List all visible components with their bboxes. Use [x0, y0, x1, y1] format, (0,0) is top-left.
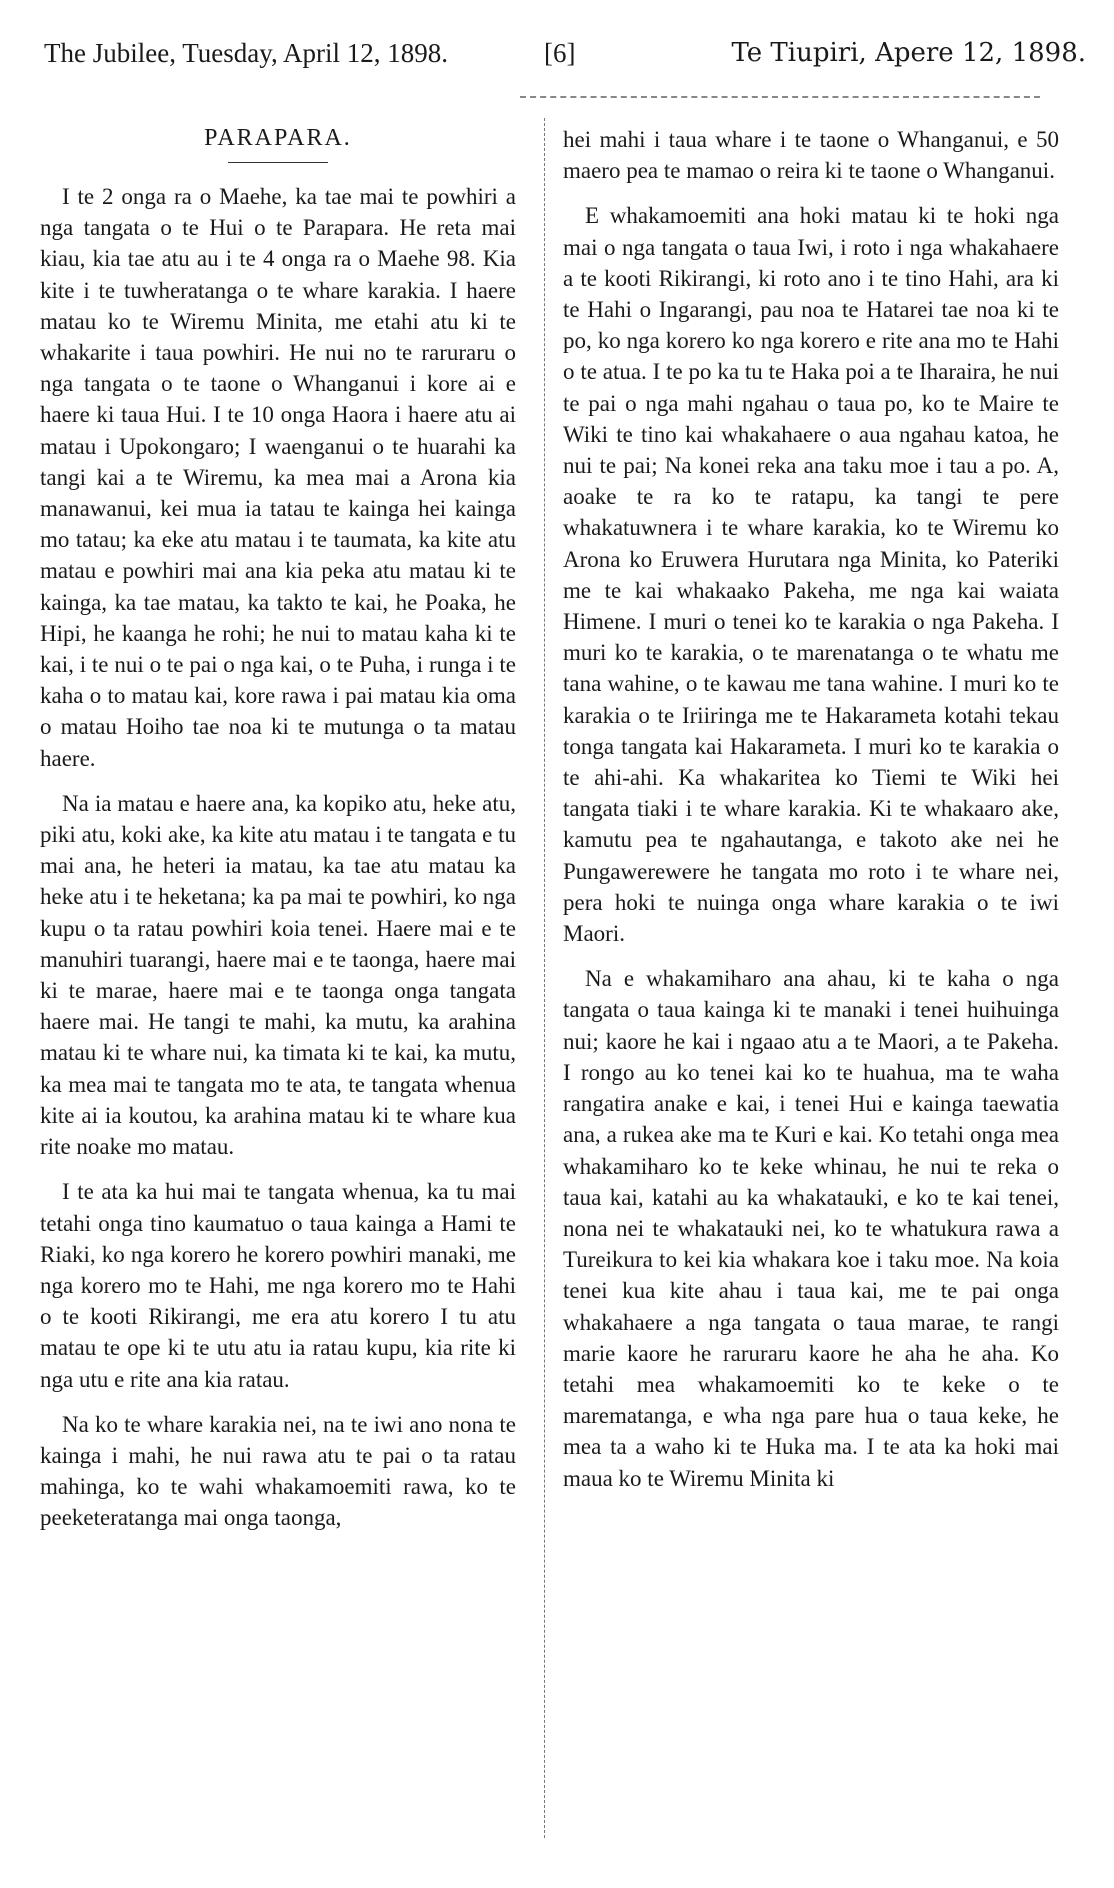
- header-maori-date: Te Tiupiri, Apere 12, 1898.: [731, 38, 1086, 68]
- page-header: [36, 38, 1086, 78]
- article-title: PARAPARA.: [204, 125, 352, 151]
- paragraph: Na e whakamiharo ana ahau, ki te kaha o nga tangata o taua kainga ki te manaki i tenei huihuinga nui; kaore he kai i ngaao atu a te Maori, a te Pakeha. I rongo au ko tenei kai ko te huahua, ma te waha rangatira anake e kai, i tenei Hui e kainga taewatia ana, a rukea ake ma te Kuri e kai. Ko tetahi onga mea whakamiharo ko te keke whinau, he nui te reka o taua kai, katahi au ka whakatauki, e ko te kai tenei, nona nei te whakatauki nei, ko te whatukura rawa a Tureikura to kei kia whakara koe i taku moe. Na koia tenei kua kite ahau i taua kai, me te pai onga whakahaere a nga tangata o taua marae, te rangi marie kaore he raruraru kaore he aha he aha. Ko tetahi mea whakamoemiti ko te keke o te marematanga, e wha nga pare hua o taua keke, he mea ta a waho ki te Huka ma. I te ata ka hoki mai maua ko te Wiremu Minita ki: [563, 966, 1059, 1491]
- left-column: [40, 120, 516, 1548]
- page-number: [6]: [544, 38, 576, 68]
- paragraph: I te ata ka hui mai te tangata whenua, ka tu mai tetahi onga tino kaumatuo o taua kainga a Hami te Riaki, ko nga korero he korero powhiri manaki, me nga korero mo te Hahi, me nga korero mo te Hahi o te kooti Rikirangi, me era atu korero I tu atu matau te ope ki te utu atu ia ratau kupu, kia rite ki nga utu e rite ana kia ratau.: [40, 1179, 516, 1392]
- header-rule: [520, 96, 1040, 98]
- header-english-date: The Jubilee, Tuesday, April 12, 1898.: [44, 38, 448, 68]
- paragraph: E whakamoemiti ana hoki matau ki te hoki nga mai o nga tangata o taua Iwi, i roto i nga whakahaere a te kooti Rikirangi, ki roto ano i te tino Hahi, ara ki te Hahi o Ingarangi, pau noa te Hatarei tae noa ki te po, ko nga korero ko nga korero e rite ana mo te Hahi o te atua. I te po ka tu te Haka poi a te Iharaira, he nui te pai o nga mahi ngahau o taua po, ko te Maire te Wiki te tino kai whakahaere o aua ngahau katoa, he nui te pai; Na konei reka ana taku moe i tau a po. A, aoake te ra ko te ratapu, ka tangi te pere whakatuwnera i te whare karakia, ko te Wiremu ko Arona ko Eruwera Hurutara nga Minita, ko Pateriki me te kai whakaako Pakeha, me nga kai waiata Himene. I muri o tenei ko te karakia o nga Pakeha. I muri ko te karakia, o te marenatanga o te whatu me tana wahine, o te kawau me tana wahine. I muri ko te karakia o te Iriiringa me te Hakarameta kotahi tekau tonga tangata kai Hakarameta. I muri ko te karakia o te ahi-ahi. Ka whakaritea ko Tiemi te Wiki hei tangata tiaki i te whare karakia. Ki te whakaaro ake, kamutu pea te ngahautanga, e takoto ake nei he Pungawerewere he tangata mo roto i te whare nei, pera hoki te nuinga onga whare karakia o te iwi Maori.: [563, 203, 1059, 947]
- paragraph: Na ia matau e haere ana, ka kopiko atu, heke atu, piki atu, koki ake, ka kite atu matau i te tangata e tu mai ana, he heteri ia matau, ka tae atu matau ka heke atu i te heketana; ka pa mai te powhiri, ko nga kupu o ta ratau powhiri koia tenei. Haere mai e te manuhiri tuarangi, haere mai e te taonga, haere mai ki te marae, haere mai e te taonga onga tangata haere mai. He tangi te mahi, ka mutu, ka arahina matau ki te whare nui, ka timata ki te kai, ka mutu, ka mea mai te tangata mo te ata, te tangata whenua kite ai ia koutou, ka arahina matau ki te whare kua rite noake mo matau.: [40, 790, 516, 1160]
- title-rule: [228, 162, 328, 163]
- column-divider: [544, 118, 545, 1838]
- right-column: [563, 124, 1059, 1508]
- paragraph: I te 2 onga ra o Maehe, ka tae mai te powhiri a nga tangata o te Hui o te Parapara. He reta mai kiau, kia tae atu au i te 4 onga ra o Maehe 98. Kia kite i te tuwheratanga o te whare karakia. I haere matau ko te Wiremu Minita, me etahi atu ki te whakarite i taua powhiri. He nui no te raruraru o nga tangata o te taone o Whanganui i kore ai e haere ki taua Hui. I te 10 onga Haora i haere atu ai matau i Upokongaro; I waenganui o te huarahi ka tangi kai a te Wiremu, ka mea mai a Arona kia manawanui, kei mua ia tatau te kainga hei kainga mo tatau; ka eke atu matau i te taumata, ka kite atu matau e powhiri mai ana kia peka atu matau ki te kainga, ka tae matau, ka takto te kai, he Poaka, he Hipi, he kaanga he rohi; he nui to matau kaha ki te kai, i te nui o te pai o nga kai, o te Puha, i runga i te kaha o to matau kai, kore rawa i pai matau kia oma o matau Hoiho tae noa ki te mutunga o ta matau haere.: [40, 184, 516, 771]
- paragraph: hei mahi i taua whare i te taone o Whanganui, e 50 maero pea te mamao o reira ki te taone o Whanganui.: [563, 127, 1059, 184]
- paragraph: Na ko te whare karakia nei, na te iwi ano nona te kainga i mahi, he nui rawa atu te pai o ta ratau mahinga, ko te wahi whakamoemiti rawa, ko te peeketeratanga mai onga taonga,: [40, 1411, 516, 1531]
